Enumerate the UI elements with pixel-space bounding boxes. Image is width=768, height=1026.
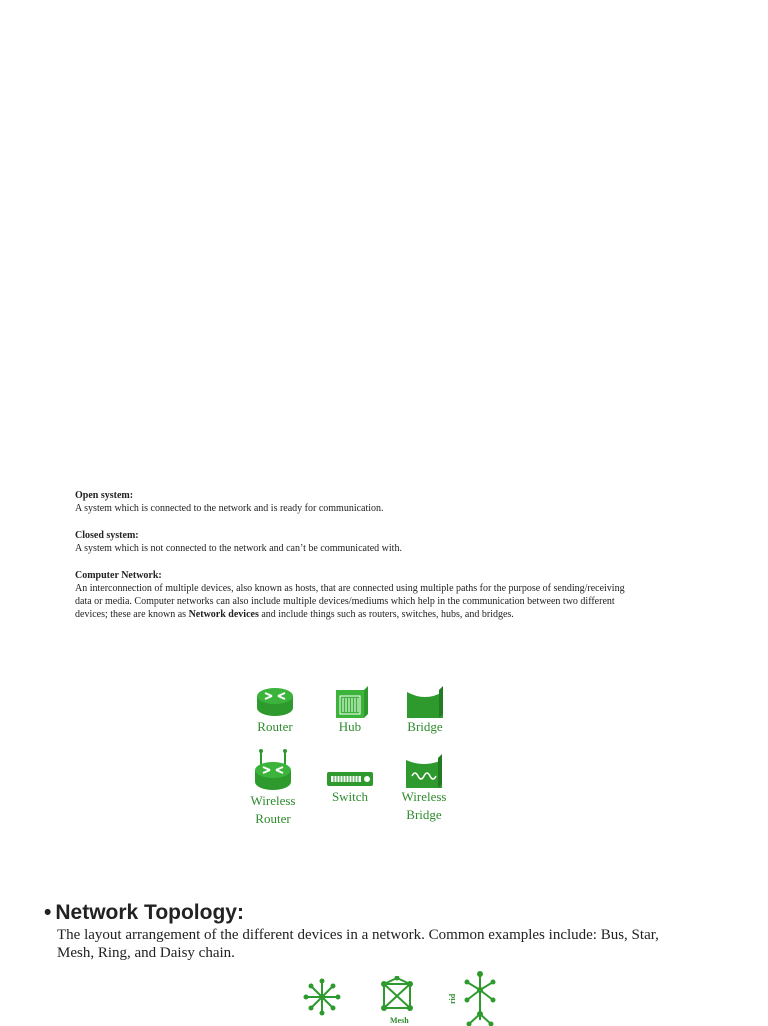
- topology-heading: [44, 901, 244, 925]
- hybrid-label: rid: [448, 994, 457, 1004]
- switch-label: Switch: [315, 788, 385, 806]
- text-closed-system: A system which is not connected to the network and can’t be communicated with.: [75, 543, 402, 554]
- bridge-icon: [405, 686, 445, 718]
- device-router: [240, 686, 310, 736]
- definition-computer-network: [75, 569, 635, 621]
- wireless-bridge-label-line1: Wireless: [389, 788, 459, 806]
- device-switch: [315, 770, 385, 806]
- wireless-router-label-line2: Router: [238, 810, 308, 828]
- switch-icon: [326, 770, 374, 788]
- text-open-system: A system which is connected to the network and is ready for communication.: [75, 503, 384, 514]
- device-bridge: [390, 686, 460, 736]
- term-open-system: Open system:: [75, 490, 133, 501]
- bullet: •: [44, 901, 51, 924]
- hybrid-topology-icon: [455, 970, 505, 1026]
- router-icon: [255, 686, 295, 718]
- text-computer-network-after: and include things such as routers, switches, hubs, and bridges.: [259, 609, 514, 620]
- term-closed-system: Closed system:: [75, 530, 139, 541]
- device-wireless-router: [238, 748, 308, 828]
- term-computer-network: Computer Network:: [75, 570, 162, 581]
- text-network-devices: Network devices: [189, 609, 259, 620]
- definitions-section: [75, 489, 635, 635]
- topology-figure: [290, 966, 510, 1026]
- device-hub: [315, 686, 385, 736]
- topology-heading-text: Network Topology:: [55, 901, 244, 924]
- router-label: Router: [240, 718, 310, 736]
- definition-closed-system: [75, 529, 635, 555]
- network-devices-figure: [240, 684, 460, 844]
- topology-description: The layout arrangement of the different devices in a network. Common examples include: Bus, Star, Mesh, Ring, and Daisy chain.: [57, 926, 697, 962]
- mesh-label: Mesh: [390, 1016, 409, 1025]
- definition-open-system: [75, 489, 635, 515]
- mesh-topology-icon: [378, 976, 418, 1016]
- hub-icon: [330, 686, 370, 718]
- wireless-router-icon: [253, 748, 293, 792]
- bridge-label: Bridge: [390, 718, 460, 736]
- text-computer-network-before: An interconnection of multiple devices, also known as hosts, that are connected using multiple paths for the purpose of sending/receiving data or media. Computer networks can also include multiple devices/mediums which help in the communication between two different devices; these are known as: [75, 583, 625, 620]
- device-wireless-bridge: [389, 754, 459, 824]
- wireless-bridge-icon: [404, 754, 444, 788]
- star-topology-icon: [300, 978, 350, 1026]
- wireless-router-label-line1: Wireless: [238, 792, 308, 810]
- hub-label: Hub: [315, 718, 385, 736]
- wireless-bridge-label-line2: Bridge: [389, 806, 459, 824]
